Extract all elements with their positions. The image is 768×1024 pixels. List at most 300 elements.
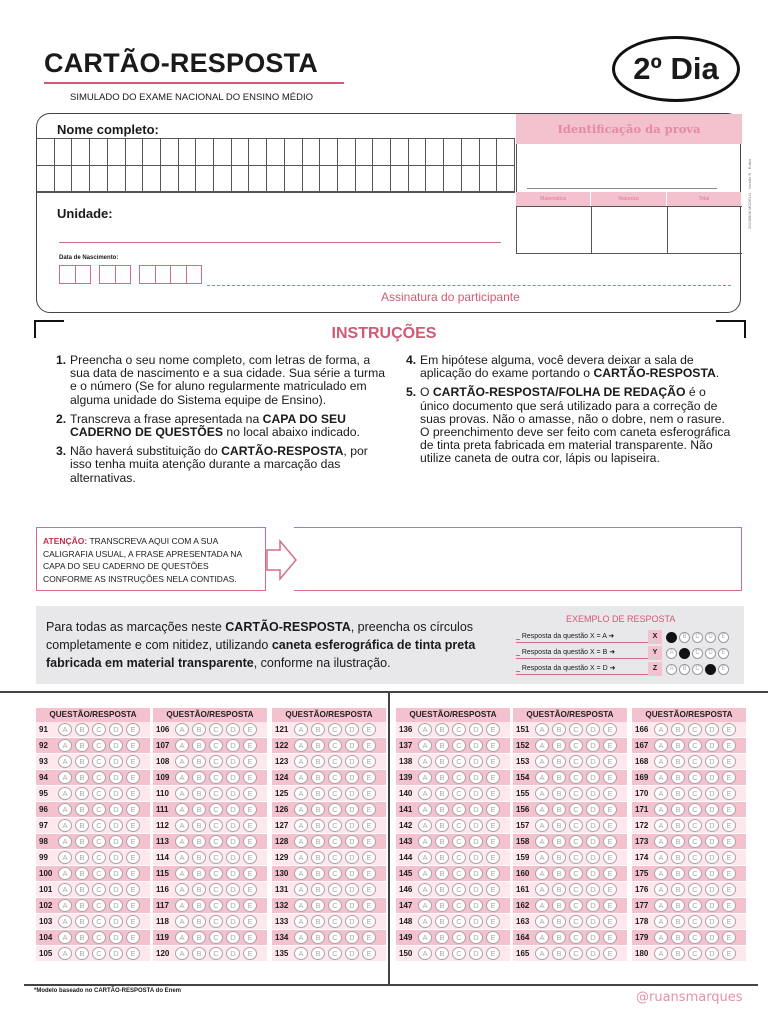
answer-bubble-e[interactable]: E <box>243 819 257 832</box>
answer-bubble-e[interactable]: E <box>722 787 736 800</box>
answer-bubble-a[interactable]: A <box>654 867 668 880</box>
answer-bubble-a[interactable]: A <box>654 723 668 736</box>
name-letter-cell[interactable] <box>320 166 338 193</box>
answer-bubble-b[interactable]: B <box>671 947 685 960</box>
answer-bubble-b[interactable]: B <box>75 835 89 848</box>
answer-bubble-b[interactable]: B <box>192 931 206 944</box>
name-letter-cell[interactable] <box>462 166 480 193</box>
answer-bubble-a[interactable]: A <box>654 739 668 752</box>
answer-bubble-b[interactable]: B <box>311 899 325 912</box>
answer-bubble-e[interactable]: E <box>486 947 500 960</box>
name-letter-cell[interactable] <box>303 139 321 166</box>
answer-bubble-d[interactable]: D <box>345 755 359 768</box>
answer-bubble-b[interactable]: B <box>552 755 566 768</box>
answer-bubble-b[interactable]: B <box>192 883 206 896</box>
answer-bubble-d[interactable]: D <box>345 931 359 944</box>
answer-bubble-e[interactable]: E <box>243 787 257 800</box>
answer-bubble-a[interactable]: A <box>654 803 668 816</box>
answer-bubble-c[interactable]: C <box>569 915 583 928</box>
answer-bubble-c[interactable]: C <box>569 803 583 816</box>
answer-bubble-d[interactable]: D <box>226 819 240 832</box>
answer-bubble-e[interactable]: E <box>603 851 617 864</box>
answer-bubble-d[interactable]: D <box>226 851 240 864</box>
answer-bubble-e[interactable]: E <box>243 803 257 816</box>
name-letter-cell[interactable] <box>444 166 462 193</box>
answer-bubble-b[interactable]: B <box>311 803 325 816</box>
answer-bubble-e[interactable]: E <box>243 947 257 960</box>
answer-bubble-c[interactable]: C <box>452 819 466 832</box>
answer-bubble-c[interactable]: C <box>688 915 702 928</box>
answer-bubble-e[interactable]: E <box>126 867 140 880</box>
answer-bubble-d[interactable]: D <box>705 755 719 768</box>
answer-bubble-c[interactable]: C <box>688 851 702 864</box>
answer-bubble-a[interactable]: A <box>535 867 549 880</box>
answer-bubble-e[interactable]: E <box>362 851 376 864</box>
answer-bubble-d[interactable]: D <box>586 771 600 784</box>
answer-bubble-d[interactable]: D <box>109 851 123 864</box>
answer-bubble-e[interactable]: E <box>722 835 736 848</box>
name-letter-cell[interactable] <box>90 166 108 193</box>
answer-bubble-c[interactable]: C <box>92 883 106 896</box>
answer-bubble-b[interactable]: B <box>192 867 206 880</box>
answer-bubble-e[interactable]: E <box>126 931 140 944</box>
answer-bubble-d[interactable]: D <box>469 771 483 784</box>
name-letter-cell[interactable] <box>55 139 73 166</box>
answer-bubble-e[interactable]: E <box>486 851 500 864</box>
answer-bubble-e[interactable]: E <box>603 755 617 768</box>
answer-bubble-d[interactable]: D <box>705 819 719 832</box>
answer-bubble-d[interactable]: D <box>226 899 240 912</box>
answer-bubble-a[interactable]: A <box>654 787 668 800</box>
answer-bubble-d[interactable]: D <box>705 947 719 960</box>
answer-bubble-a[interactable]: A <box>535 931 549 944</box>
name-letter-cell[interactable] <box>497 139 515 166</box>
answer-bubble-e[interactable]: E <box>126 739 140 752</box>
answer-bubble-b[interactable]: B <box>75 947 89 960</box>
answer-bubble-c[interactable]: C <box>92 899 106 912</box>
answer-bubble-b[interactable]: B <box>552 819 566 832</box>
answer-bubble-c[interactable]: C <box>92 915 106 928</box>
answer-bubble-e[interactable]: E <box>722 771 736 784</box>
answer-bubble-c[interactable]: C <box>688 771 702 784</box>
answer-bubble-b[interactable]: B <box>671 915 685 928</box>
answer-bubble-c[interactable]: C <box>452 771 466 784</box>
answer-bubble-d[interactable]: D <box>226 787 240 800</box>
answer-bubble-c[interactable]: C <box>328 771 342 784</box>
answer-bubble-a[interactable]: A <box>535 835 549 848</box>
answer-bubble-c[interactable]: C <box>569 867 583 880</box>
answer-bubble-d[interactable]: D <box>226 835 240 848</box>
answer-bubble-b[interactable]: B <box>435 755 449 768</box>
answer-bubble-c[interactable]: C <box>92 739 106 752</box>
answer-bubble-b[interactable]: B <box>75 739 89 752</box>
answer-bubble-e[interactable]: E <box>722 883 736 896</box>
name-letter-cell[interactable] <box>249 139 267 166</box>
answer-bubble-d[interactable]: D <box>469 739 483 752</box>
answer-bubble-b[interactable]: B <box>435 851 449 864</box>
name-letter-cell[interactable] <box>285 166 303 193</box>
answer-bubble-e[interactable]: E <box>126 947 140 960</box>
answer-bubble-d[interactable]: D <box>226 947 240 960</box>
name-letter-cell[interactable] <box>143 139 161 166</box>
name-letter-cell[interactable] <box>232 166 250 193</box>
answer-bubble-b[interactable]: B <box>192 915 206 928</box>
answer-bubble-c[interactable]: C <box>569 755 583 768</box>
answer-bubble-c[interactable]: C <box>92 803 106 816</box>
answer-bubble-c[interactable]: C <box>328 787 342 800</box>
answer-bubble-c[interactable]: C <box>209 723 223 736</box>
answer-bubble-c[interactable]: C <box>92 851 106 864</box>
answer-bubble-e[interactable]: E <box>126 899 140 912</box>
answer-bubble-b[interactable]: B <box>435 819 449 832</box>
answer-bubble-b[interactable]: B <box>552 947 566 960</box>
answer-bubble-d[interactable]: D <box>109 739 123 752</box>
answer-bubble-d[interactable]: D <box>469 947 483 960</box>
answer-bubble-a[interactable]: A <box>535 915 549 928</box>
answer-bubble-b[interactable]: B <box>435 771 449 784</box>
answer-bubble-b[interactable]: B <box>552 899 566 912</box>
name-letter-cell[interactable] <box>249 166 267 193</box>
answer-bubble-d[interactable]: D <box>705 787 719 800</box>
name-letter-cell[interactable] <box>303 166 321 193</box>
answer-bubble-a[interactable]: A <box>175 771 189 784</box>
answer-bubble-d[interactable]: D <box>705 771 719 784</box>
answer-bubble-b[interactable]: B <box>192 739 206 752</box>
answer-bubble-a[interactable]: A <box>58 819 72 832</box>
answer-bubble-d[interactable]: D <box>109 723 123 736</box>
answer-bubble-d[interactable]: D <box>345 899 359 912</box>
answer-bubble-b[interactable]: B <box>671 867 685 880</box>
answer-bubble-b[interactable]: B <box>311 755 325 768</box>
name-letter-cell[interactable] <box>179 139 197 166</box>
answer-bubble-a[interactable]: A <box>175 851 189 864</box>
answer-bubble-b[interactable]: B <box>435 931 449 944</box>
answer-bubble-c[interactable]: C <box>688 931 702 944</box>
answer-bubble-d[interactable]: D <box>586 931 600 944</box>
answer-bubble-e[interactable]: E <box>362 899 376 912</box>
answer-bubble-c[interactable]: C <box>328 739 342 752</box>
name-letter-cell[interactable] <box>480 139 498 166</box>
answer-bubble-c[interactable]: C <box>209 883 223 896</box>
answer-bubble-c[interactable]: C <box>569 819 583 832</box>
answer-bubble-c[interactable]: C <box>328 915 342 928</box>
phrase-transcription-field[interactable] <box>294 527 742 591</box>
answer-bubble-e[interactable]: E <box>486 915 500 928</box>
name-letter-cell[interactable] <box>55 166 73 193</box>
answer-bubble-a[interactable]: A <box>418 771 432 784</box>
answer-bubble-c[interactable]: C <box>328 755 342 768</box>
answer-bubble-a[interactable]: A <box>58 851 72 864</box>
name-letter-cell[interactable] <box>232 139 250 166</box>
answer-bubble-d[interactable]: D <box>705 915 719 928</box>
answer-bubble-d[interactable]: D <box>586 867 600 880</box>
answer-bubble-e[interactable]: E <box>126 883 140 896</box>
answer-bubble-a[interactable]: A <box>294 867 308 880</box>
answer-bubble-d[interactable]: D <box>586 915 600 928</box>
answer-bubble-a[interactable]: A <box>175 915 189 928</box>
answer-bubble-b[interactable]: B <box>75 803 89 816</box>
answer-bubble-d[interactable]: D <box>345 835 359 848</box>
answer-bubble-b[interactable]: B <box>671 787 685 800</box>
answer-bubble-d[interactable]: D <box>109 931 123 944</box>
answer-bubble-c[interactable]: C <box>92 931 106 944</box>
answer-bubble-e[interactable]: E <box>486 819 500 832</box>
answer-bubble-a[interactable]: A <box>294 803 308 816</box>
name-letter-cell[interactable] <box>37 139 55 166</box>
answer-bubble-b[interactable]: B <box>671 931 685 944</box>
answer-bubble-d[interactable]: D <box>345 819 359 832</box>
name-letter-cell[interactable] <box>72 166 90 193</box>
answer-bubble-b[interactable]: B <box>671 803 685 816</box>
answer-bubble-e[interactable]: E <box>722 931 736 944</box>
answer-bubble-d[interactable]: D <box>586 819 600 832</box>
answer-bubble-b[interactable]: B <box>311 867 325 880</box>
answer-bubble-e[interactable]: E <box>126 835 140 848</box>
answer-bubble-c[interactable]: C <box>209 851 223 864</box>
answer-bubble-d[interactable]: D <box>345 915 359 928</box>
answer-bubble-e[interactable]: E <box>126 787 140 800</box>
answer-bubble-e[interactable]: E <box>486 771 500 784</box>
answer-bubble-c[interactable]: C <box>209 739 223 752</box>
answer-bubble-c[interactable]: C <box>209 947 223 960</box>
answer-bubble-c[interactable]: C <box>688 819 702 832</box>
answer-bubble-d[interactable]: D <box>109 915 123 928</box>
answer-bubble-b[interactable]: B <box>192 755 206 768</box>
answer-bubble-c[interactable]: C <box>328 899 342 912</box>
answer-bubble-b[interactable]: B <box>435 947 449 960</box>
answer-bubble-d[interactable]: D <box>705 851 719 864</box>
answer-bubble-c[interactable]: C <box>452 787 466 800</box>
name-letter-cell[interactable] <box>285 139 303 166</box>
answer-bubble-e[interactable]: E <box>603 883 617 896</box>
answer-bubble-d[interactable]: D <box>109 867 123 880</box>
answer-bubble-a[interactable]: A <box>58 867 72 880</box>
answer-bubble-c[interactable]: C <box>688 739 702 752</box>
answer-bubble-e[interactable]: E <box>722 819 736 832</box>
answer-bubble-d[interactable]: D <box>469 755 483 768</box>
answer-bubble-e[interactable]: E <box>362 771 376 784</box>
name-letter-cell[interactable] <box>161 139 179 166</box>
answer-bubble-c[interactable]: C <box>569 947 583 960</box>
answer-bubble-b[interactable]: B <box>192 899 206 912</box>
answer-bubble-e[interactable]: E <box>722 739 736 752</box>
answer-bubble-c[interactable]: C <box>209 771 223 784</box>
answer-bubble-e[interactable]: E <box>362 947 376 960</box>
answer-bubble-a[interactable]: A <box>294 771 308 784</box>
answer-bubble-e[interactable]: E <box>603 915 617 928</box>
answer-bubble-a[interactable]: A <box>58 915 72 928</box>
answer-bubble-d[interactable]: D <box>469 899 483 912</box>
answer-bubble-a[interactable]: A <box>294 947 308 960</box>
answer-bubble-c[interactable]: C <box>569 723 583 736</box>
answer-bubble-e[interactable]: E <box>126 851 140 864</box>
answer-bubble-c[interactable]: C <box>452 867 466 880</box>
answer-bubble-c[interactable]: C <box>209 819 223 832</box>
answer-bubble-e[interactable]: E <box>362 755 376 768</box>
answer-bubble-c[interactable]: C <box>92 771 106 784</box>
name-letter-cell[interactable] <box>320 139 338 166</box>
name-letter-cell[interactable] <box>196 166 214 193</box>
answer-bubble-b[interactable]: B <box>192 803 206 816</box>
answer-bubble-b[interactable]: B <box>435 723 449 736</box>
answer-bubble-d[interactable]: D <box>226 867 240 880</box>
answer-bubble-a[interactable]: A <box>418 851 432 864</box>
answer-bubble-a[interactable]: A <box>294 723 308 736</box>
answer-bubble-b[interactable]: B <box>435 835 449 848</box>
answer-bubble-e[interactable]: E <box>126 803 140 816</box>
answer-bubble-c[interactable]: C <box>328 723 342 736</box>
answer-bubble-e[interactable]: E <box>362 835 376 848</box>
name-letter-cell[interactable] <box>267 139 285 166</box>
answer-bubble-d[interactable]: D <box>345 867 359 880</box>
answer-bubble-c[interactable]: C <box>328 931 342 944</box>
answer-bubble-e[interactable]: E <box>722 851 736 864</box>
answer-bubble-e[interactable]: E <box>603 819 617 832</box>
answer-bubble-a[interactable]: A <box>175 947 189 960</box>
answer-bubble-e[interactable]: E <box>243 899 257 912</box>
answer-bubble-e[interactable]: E <box>722 755 736 768</box>
answer-bubble-e[interactable]: E <box>362 883 376 896</box>
answer-bubble-e[interactable]: E <box>603 835 617 848</box>
answer-bubble-d[interactable]: D <box>586 755 600 768</box>
name-letter-cell[interactable] <box>108 166 126 193</box>
answer-bubble-b[interactable]: B <box>311 915 325 928</box>
answer-bubble-e[interactable]: E <box>126 755 140 768</box>
answer-bubble-d[interactable]: D <box>109 803 123 816</box>
answer-bubble-a[interactable]: A <box>175 899 189 912</box>
answer-bubble-d[interactable]: D <box>705 835 719 848</box>
answer-bubble-a[interactable]: A <box>418 947 432 960</box>
answer-bubble-c[interactable]: C <box>452 947 466 960</box>
name-letter-cell[interactable] <box>497 166 515 193</box>
answer-bubble-e[interactable]: E <box>126 915 140 928</box>
answer-bubble-b[interactable]: B <box>435 787 449 800</box>
answer-bubble-b[interactable]: B <box>311 947 325 960</box>
answer-bubble-d[interactable]: D <box>469 883 483 896</box>
answer-bubble-d[interactable]: D <box>109 787 123 800</box>
answer-bubble-c[interactable]: C <box>209 755 223 768</box>
answer-bubble-d[interactable]: D <box>345 739 359 752</box>
answer-bubble-e[interactable]: E <box>362 819 376 832</box>
answer-bubble-a[interactable]: A <box>294 931 308 944</box>
answer-bubble-a[interactable]: A <box>535 739 549 752</box>
answer-bubble-b[interactable]: B <box>192 771 206 784</box>
answer-bubble-b[interactable]: B <box>552 931 566 944</box>
name-grid[interactable] <box>37 138 515 192</box>
answer-bubble-d[interactable]: D <box>345 723 359 736</box>
answer-bubble-b[interactable]: B <box>192 947 206 960</box>
answer-bubble-e[interactable]: E <box>486 931 500 944</box>
answer-bubble-c[interactable]: C <box>452 835 466 848</box>
answer-bubble-b[interactable]: B <box>552 835 566 848</box>
answer-bubble-d[interactable]: D <box>226 883 240 896</box>
answer-bubble-d[interactable]: D <box>469 819 483 832</box>
answer-bubble-a[interactable]: A <box>175 739 189 752</box>
answer-bubble-c[interactable]: C <box>452 931 466 944</box>
answer-bubble-b[interactable]: B <box>311 739 325 752</box>
name-letter-cell[interactable] <box>90 139 108 166</box>
answer-bubble-b[interactable]: B <box>75 787 89 800</box>
answer-bubble-e[interactable]: E <box>362 803 376 816</box>
answer-bubble-a[interactable]: A <box>294 835 308 848</box>
answer-bubble-a[interactable]: A <box>58 787 72 800</box>
answer-bubble-b[interactable]: B <box>552 851 566 864</box>
answer-bubble-c[interactable]: C <box>328 819 342 832</box>
answer-bubble-b[interactable]: B <box>435 803 449 816</box>
answer-bubble-e[interactable]: E <box>486 899 500 912</box>
answer-bubble-b[interactable]: B <box>192 819 206 832</box>
name-letter-cell[interactable] <box>37 166 55 193</box>
name-letter-cell[interactable] <box>338 166 356 193</box>
answer-bubble-d[interactable]: D <box>469 931 483 944</box>
answer-bubble-d[interactable]: D <box>226 739 240 752</box>
answer-bubble-a[interactable]: A <box>535 899 549 912</box>
answer-bubble-a[interactable]: A <box>418 835 432 848</box>
answer-bubble-d[interactable]: D <box>109 947 123 960</box>
answer-bubble-d[interactable]: D <box>705 739 719 752</box>
name-letter-cell[interactable] <box>373 166 391 193</box>
answer-bubble-e[interactable]: E <box>362 931 376 944</box>
answer-bubble-b[interactable]: B <box>552 723 566 736</box>
answer-bubble-a[interactable]: A <box>294 755 308 768</box>
answer-bubble-e[interactable]: E <box>243 883 257 896</box>
answer-bubble-e[interactable]: E <box>243 771 257 784</box>
answer-bubble-e[interactable]: E <box>486 739 500 752</box>
answer-bubble-a[interactable]: A <box>654 915 668 928</box>
answer-bubble-a[interactable]: A <box>58 739 72 752</box>
answer-bubble-d[interactable]: D <box>345 883 359 896</box>
answer-bubble-c[interactable]: C <box>209 899 223 912</box>
answer-bubble-a[interactable]: A <box>294 915 308 928</box>
answer-bubble-d[interactable]: D <box>226 771 240 784</box>
answer-bubble-a[interactable]: A <box>535 755 549 768</box>
answer-bubble-d[interactable]: D <box>705 723 719 736</box>
answer-bubble-a[interactable]: A <box>294 883 308 896</box>
answer-bubble-e[interactable]: E <box>722 803 736 816</box>
answer-bubble-c[interactable]: C <box>569 771 583 784</box>
answer-bubble-a[interactable]: A <box>58 947 72 960</box>
answer-bubble-d[interactable]: D <box>109 755 123 768</box>
name-letter-cell[interactable] <box>179 166 197 193</box>
answer-bubble-e[interactable]: E <box>603 867 617 880</box>
answer-bubble-b[interactable]: B <box>75 867 89 880</box>
answer-bubble-e[interactable]: E <box>722 899 736 912</box>
answer-bubble-c[interactable]: C <box>328 947 342 960</box>
answer-bubble-c[interactable]: C <box>452 899 466 912</box>
name-letter-cell[interactable] <box>356 139 374 166</box>
answer-bubble-c[interactable]: C <box>569 787 583 800</box>
answer-bubble-a[interactable]: A <box>535 723 549 736</box>
answer-bubble-d[interactable]: D <box>586 883 600 896</box>
answer-bubble-d[interactable]: D <box>705 867 719 880</box>
answer-bubble-b[interactable]: B <box>311 787 325 800</box>
answer-bubble-c[interactable]: C <box>688 883 702 896</box>
answer-bubble-a[interactable]: A <box>654 851 668 864</box>
answer-bubble-a[interactable]: A <box>535 787 549 800</box>
answer-bubble-c[interactable]: C <box>688 867 702 880</box>
answer-bubble-c[interactable]: C <box>209 835 223 848</box>
exam-id-field[interactable] <box>516 144 742 192</box>
answer-bubble-b[interactable]: B <box>75 915 89 928</box>
answer-bubble-b[interactable]: B <box>552 803 566 816</box>
answer-bubble-e[interactable]: E <box>486 835 500 848</box>
answer-bubble-a[interactable]: A <box>418 819 432 832</box>
answer-bubble-d[interactable]: D <box>469 787 483 800</box>
answer-bubble-a[interactable]: A <box>418 787 432 800</box>
answer-bubble-d[interactable]: D <box>345 851 359 864</box>
answer-bubble-c[interactable]: C <box>452 883 466 896</box>
answer-bubble-b[interactable]: B <box>671 755 685 768</box>
